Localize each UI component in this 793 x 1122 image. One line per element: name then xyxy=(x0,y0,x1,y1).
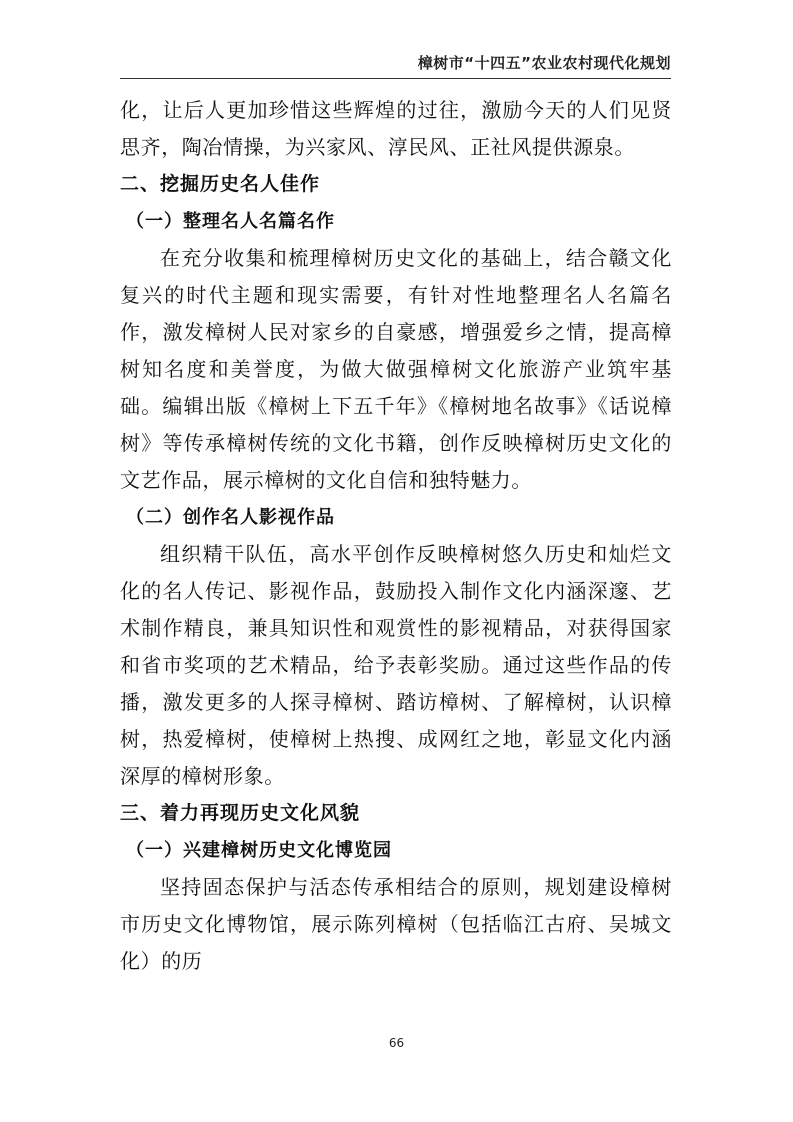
running-header-title: 樟树市“十四五”农业农村现代化规划 xyxy=(417,54,671,72)
page-body xyxy=(120,92,672,980)
paragraph-film-works: 组织精干队伍，高水平创作反映樟树悠久历史和灿烂文化的名人传记、影视作品，鼓励投入制作文化内涵深邃、艺术制作精良，兼具知识性和观赏性的影视精品，对获得国家和省市奖项的艺术精品，给予表彰奖励。通过这些作品的传播，激发更多的人探寻樟树、踏访樟树、了解樟树，认识樟树，热爱樟树，使樟树上热搜、成网红之地，彰显文化内涵深厚的樟树形象。 xyxy=(120,542,672,788)
paragraph-continuation: 化，让后人更加珍惜这些辉煌的过往，激励今天的人们见贤思齐，陶冶情操，为兴家风、淳民风、正社风提供源泉。 xyxy=(120,98,672,159)
page-number: 66 xyxy=(388,1036,405,1050)
subsection-heading-3-1: （一）兴建樟树历史文化博览园 xyxy=(126,840,392,861)
section-heading-3: 三、着力再现历史文化风貌 xyxy=(120,802,361,824)
subsection-heading-2-2: （二）创作名人影视作品 xyxy=(126,507,335,528)
paragraph-expo-park: 坚持固态保护与活态传承相结合的原则，规划建设樟树市历史文化博物馆，展示陈列樟树（包括临江古府、吴城文化）的历 xyxy=(120,875,672,973)
paragraph-compile-works: 在充分收集和梳理樟树历史文化的基础上，结合赣文化复兴的时代主题和现实需要，有针对性地整理名人名篇名作，激发樟树人民对家乡的自豪感，增强爱乡之情，提高樟树知名度和美誉度，为做大做强樟树文化旅游产业筑牢基础。编辑出版《樟树上下五千年》《樟树地名故事》《话说樟树》等传承樟树传统的文化书籍，创作反映樟树历史文化的文艺作品，展示樟树的文化自信和独特魅力。 xyxy=(120,246,672,492)
subsection-heading-2-1: （一）整理名人名篇名作 xyxy=(126,211,335,232)
section-heading-2: 二、挖掘历史名人佳作 xyxy=(120,173,321,195)
header-divider xyxy=(120,78,671,79)
